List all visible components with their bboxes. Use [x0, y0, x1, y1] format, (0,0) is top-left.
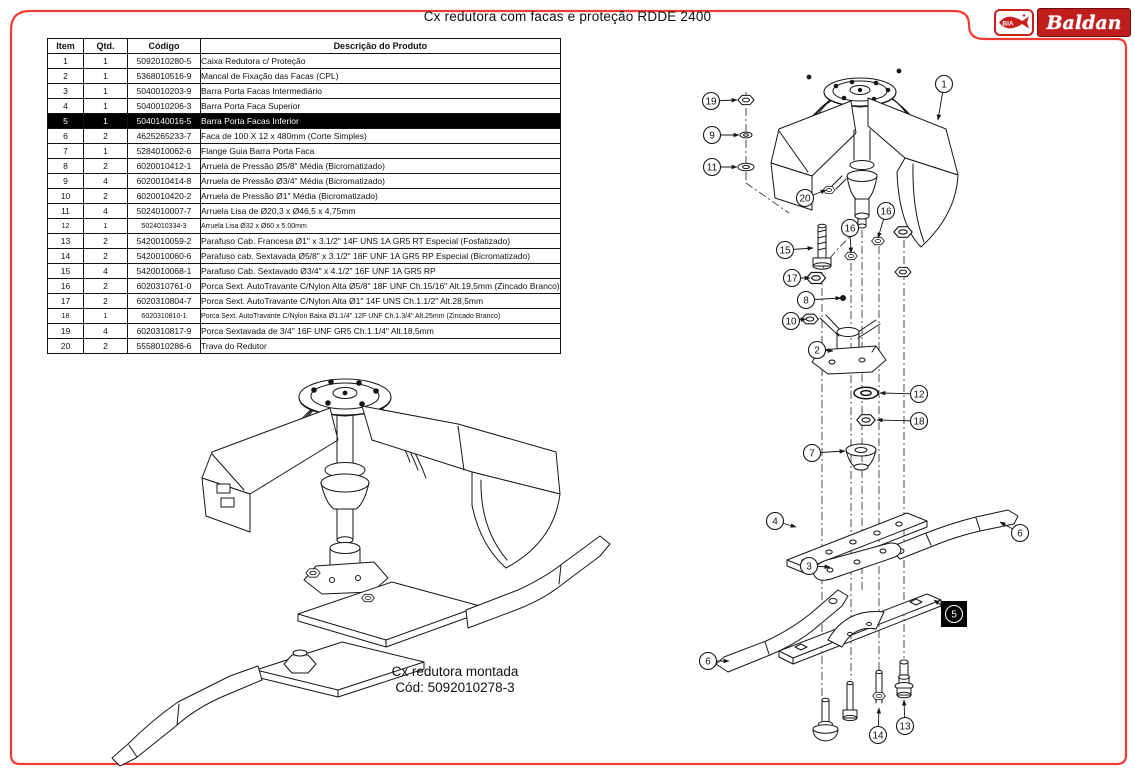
item-cell: 16	[48, 279, 84, 294]
qty-cell: 1	[84, 309, 128, 324]
table-row	[48, 249, 561, 264]
washer-12	[854, 387, 878, 398]
svg-text:16: 16	[844, 223, 856, 235]
callout-1	[936, 76, 953, 121]
description-cell: Mancal de Fixação das Facas (CPL)	[201, 69, 561, 84]
qty-cell: 2	[84, 279, 128, 294]
svg-text:19: 19	[705, 96, 717, 108]
item-cell: 20	[48, 339, 84, 354]
description-cell: Porca Sext. AutoTravante C/Nylon Alta Ø5/8" 18F UNF Ch.15/16" Alt.19,5mm (Zincado Branco)	[201, 279, 561, 294]
qty-cell: 2	[84, 294, 128, 309]
qty-cell: 1	[84, 114, 128, 129]
table-row	[48, 144, 561, 159]
table-row	[48, 234, 561, 249]
callout-16	[842, 220, 859, 254]
svg-text:14: 14	[872, 730, 884, 742]
code-cell: 6020310761-0	[128, 279, 201, 294]
code-cell: 6020310817-9	[128, 324, 201, 339]
item-cell: 11	[48, 204, 84, 219]
description-cell: Porca Sext. AutoTravante C/Nylon Alta Ø1" 14F UNS Ch.1.1/2" Alt.28,5mm	[201, 294, 561, 309]
qty-cell: 1	[84, 144, 128, 159]
qty-cell: 1	[84, 84, 128, 99]
code-cell: 5040010203-9	[128, 84, 201, 99]
description-cell: Barra Porta Facas Intermediário	[201, 84, 561, 99]
column-header: Item	[48, 39, 84, 54]
table-row	[48, 279, 561, 294]
callout-5	[934, 600, 967, 627]
parts-table-header	[48, 39, 561, 54]
table-row	[48, 204, 561, 219]
table-row	[48, 69, 561, 84]
nut-16	[845, 252, 858, 259]
callout-14	[870, 708, 887, 744]
svg-text:8: 8	[803, 295, 809, 307]
exploded-view-diagram	[716, 69, 1018, 741]
svg-text:5: 5	[951, 609, 957, 621]
table-row	[48, 114, 561, 129]
qty-cell: 4	[84, 324, 128, 339]
bolt-15	[813, 224, 831, 269]
description-cell: Parafuso cab. Sextavada Ø5/8" x 3.1/2" 18F UNF 1A GR5 RP Especial (Bicromatizado)	[201, 249, 561, 264]
svg-text:BIA: BIA	[1002, 20, 1014, 28]
callout-20	[797, 190, 827, 207]
item-cell: 3	[48, 84, 84, 99]
qty-cell: 2	[84, 249, 128, 264]
table-row	[48, 324, 561, 339]
code-cell: 5420010068-1	[128, 264, 201, 279]
description-cell: Arruela de Pressão Ø1" Média (Bicromatizado)	[201, 189, 561, 204]
code-cell: 5558010286-6	[128, 339, 201, 354]
baldan-wordmark: Baldan	[1037, 8, 1131, 37]
item-cell: 10	[48, 189, 84, 204]
item-cell: 17	[48, 294, 84, 309]
description-cell: Parafuso Cab. Sextavado Ø3/4" x 4.1/2" 16F UNF 1A GR5 RP	[201, 264, 561, 279]
callout-7	[804, 445, 846, 462]
item-cell: 7	[48, 144, 84, 159]
callout-18	[877, 413, 928, 430]
assembled-caption	[320, 664, 590, 696]
table-row	[48, 339, 561, 354]
washer-11	[738, 163, 754, 171]
flange-guide-7	[846, 444, 876, 470]
callout-8	[798, 292, 842, 309]
callout-9	[704, 127, 740, 144]
code-cell: 6020310810-1	[128, 309, 201, 324]
hex-bolt	[843, 681, 857, 720]
item-cell: 8	[48, 159, 84, 174]
gearbox-shroud-assembly	[771, 69, 958, 247]
svg-text:10: 10	[785, 316, 797, 328]
table-row	[48, 129, 561, 144]
baldan-logo	[994, 8, 1131, 37]
item-cell: 14	[48, 249, 84, 264]
svg-text:6: 6	[705, 656, 711, 668]
column-header: Descrição do Produto	[201, 39, 561, 54]
qty-cell: 4	[84, 204, 128, 219]
qty-cell: 2	[84, 339, 128, 354]
description-cell: Flange Guia Barra Porta Faca	[201, 144, 561, 159]
assembled-caption-line2: Cód: 5092010278-3	[395, 680, 515, 695]
table-row	[48, 294, 561, 309]
qty-cell: 4	[84, 264, 128, 279]
svg-text:1: 1	[941, 79, 947, 91]
nut-18	[857, 415, 875, 426]
code-cell: 5420010060-6	[128, 249, 201, 264]
code-cell: 5284010062-6	[128, 144, 201, 159]
description-cell: Arruela Lisa Ø32 x Ø60 x 5.00mm	[201, 219, 561, 234]
code-cell: 6020010412-1	[128, 159, 201, 174]
code-cell: 6020310804-7	[128, 294, 201, 309]
description-cell: Parafuso Cab. Francesa Ø1" x 3.1/2" 14F UNS 1A GR5 RT Especial (Fosfatizado)	[201, 234, 561, 249]
bia-fish-icon	[994, 9, 1034, 36]
code-cell: 5368010516-9	[128, 69, 201, 84]
code-cell: 4625265233-7	[128, 129, 201, 144]
qty-cell: 2	[84, 129, 128, 144]
qty-cell: 1	[84, 69, 128, 84]
item-cell: 13	[48, 234, 84, 249]
callout-11	[704, 159, 738, 176]
description-cell: Porca Sext. AutoTravante C/Nylon Baixa Ø1.1/4" 12F UNF Ch.1.3/4" Alt.25mm (Zincado Branco)	[201, 309, 561, 324]
svg-text:17: 17	[786, 273, 798, 285]
item-cell: 1	[48, 54, 84, 69]
table-row	[48, 54, 561, 69]
item-cell: 12	[48, 219, 84, 234]
table-row	[48, 264, 561, 279]
svg-text:7: 7	[809, 448, 815, 460]
svg-text:20: 20	[799, 193, 811, 205]
code-cell: 5040140016-5	[128, 114, 201, 129]
nut-19	[738, 95, 754, 104]
code-cell: 5420010059-2	[128, 234, 201, 249]
table-row	[48, 99, 561, 114]
callout-15	[777, 242, 814, 259]
column-header: Código	[128, 39, 201, 54]
qty-cell: 1	[84, 219, 128, 234]
qty-cell: 2	[84, 159, 128, 174]
description-cell: Arruela de Pressão Ø5/8" Média (Bicromatizado)	[201, 159, 561, 174]
description-cell: Caixa Redutora c/ Proteção	[201, 54, 561, 69]
table-row	[48, 189, 561, 204]
svg-text:13: 13	[899, 721, 911, 733]
svg-text:11: 11	[706, 162, 718, 174]
qty-cell: 4	[84, 174, 128, 189]
qty-cell: 2	[84, 189, 128, 204]
table-row	[48, 219, 561, 234]
nut-16	[872, 237, 885, 244]
description-cell: Trava do Redutor	[201, 339, 561, 354]
knife-blade-6-left	[716, 590, 848, 672]
qty-cell: 1	[84, 99, 128, 114]
item-cell: 5	[48, 114, 84, 129]
callout-16	[878, 203, 895, 239]
svg-text:6: 6	[1017, 528, 1023, 540]
code-cell: 5024010007-7	[128, 204, 201, 219]
item-cell: 2	[48, 69, 84, 84]
callout-4	[767, 513, 797, 530]
carriage-bolt	[813, 698, 838, 741]
code-cell: 5024010334-3	[128, 219, 201, 234]
code-cell: 6020010414-8	[128, 174, 201, 189]
callout-13	[897, 700, 914, 735]
table-row	[48, 309, 561, 324]
description-cell: Arruela Lisa de Ø20,3 x Ø46,5 x 4,75mm	[201, 204, 561, 219]
column-header: Qtd.	[84, 39, 128, 54]
assembled-caption-line1: Cx redutora montada	[391, 664, 519, 679]
bolt-13	[895, 660, 913, 698]
svg-text:15: 15	[779, 245, 791, 257]
description-cell: Barra Porta Faca Superior	[201, 99, 561, 114]
svg-text:2: 2	[814, 345, 820, 357]
item-cell: 18	[48, 309, 84, 324]
table-row	[48, 174, 561, 189]
stud-14	[873, 670, 886, 703]
svg-text:12: 12	[913, 389, 925, 401]
item-cell: 9	[48, 174, 84, 189]
callout-17	[784, 270, 811, 287]
code-cell: 5040010206-3	[128, 99, 201, 114]
description-cell: Porca Sextavada de 3/4" 16F UNF GR5 Ch.1.1/4" Alt.18,5mm	[201, 324, 561, 339]
callout-19	[703, 93, 738, 110]
table-row	[48, 84, 561, 99]
description-cell: Arruela de Pressão Ø3/4" Média (Bicromatizado)	[201, 174, 561, 189]
svg-text:9: 9	[709, 130, 715, 142]
assembled-view-diagram	[112, 379, 610, 766]
item-cell: 19	[48, 324, 84, 339]
parts-table	[47, 38, 561, 354]
svg-text:18: 18	[913, 416, 925, 428]
code-cell: 6020010420-2	[128, 189, 201, 204]
item-cell: 6	[48, 129, 84, 144]
qty-cell: 2	[84, 234, 128, 249]
description-cell: Faca de 100 X 12 x 480mm (Corte Simples)	[201, 129, 561, 144]
item-cell: 4	[48, 99, 84, 114]
svg-text:3: 3	[806, 561, 812, 573]
svg-text:4: 4	[772, 516, 778, 528]
qty-cell: 1	[84, 54, 128, 69]
washer-9	[740, 132, 752, 138]
page-title: Cx redutora com facas e proteção RDDE 2400	[423, 9, 712, 24]
svg-text:16: 16	[880, 206, 892, 218]
callout-10	[783, 313, 807, 330]
code-cell: 5092010280-5	[128, 54, 201, 69]
table-row	[48, 159, 561, 174]
description-cell: Barra Porta Facas Inferior	[201, 114, 561, 129]
item-cell: 15	[48, 264, 84, 279]
